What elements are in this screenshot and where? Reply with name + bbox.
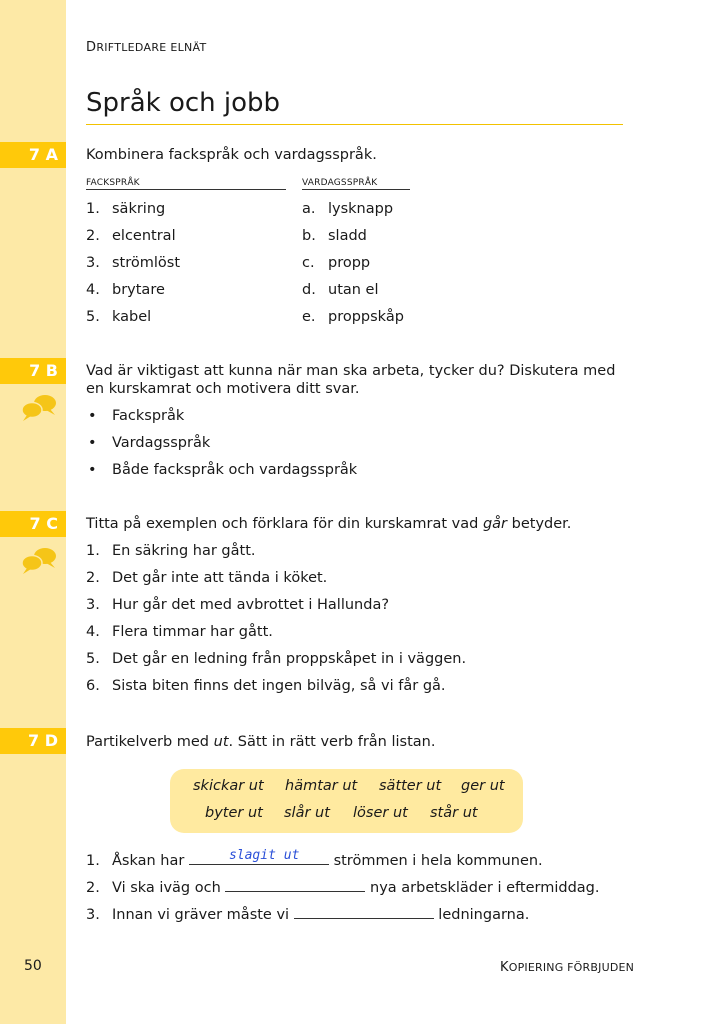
word-bank-item: sätter ut	[379, 778, 442, 794]
word-bank-item: löser ut	[353, 805, 408, 821]
fill-in-item: 3. Innan vi gräver måste vi ledningarna.	[86, 904, 529, 924]
list-item: 3. strömlöst	[86, 255, 181, 271]
list-item: b. sladd	[302, 228, 367, 244]
list-item: c. propp	[302, 255, 371, 271]
word-bank-item: slår ut	[284, 805, 330, 821]
list-item: • Fackspråk	[88, 408, 185, 424]
list-item: a. lysknapp	[302, 201, 394, 217]
word-bank-item: hämtar ut	[285, 778, 358, 794]
fill-in-item: 1. Åskan har slagit ut strömmen i hela kommunen.	[86, 848, 543, 869]
title-underline	[86, 124, 623, 125]
exercise-tag-7c: 7 C	[0, 511, 66, 537]
answer-blank[interactable]	[294, 904, 434, 919]
word-bank-item: ger ut	[461, 778, 505, 794]
page-number: 50	[24, 958, 42, 974]
list-item: 3. Hur går det med avbrottet i Hallunda?	[86, 597, 390, 613]
list-item: 5. kabel	[86, 309, 152, 325]
word-bank-item: byter ut	[205, 805, 263, 821]
answer-blank[interactable]	[189, 850, 329, 865]
word-bank-item: står ut	[430, 805, 478, 821]
list-item: d. utan el	[302, 282, 379, 298]
list-item: 1. säkring	[86, 201, 166, 217]
column-header-fackspråk: FACKSPRÅK	[86, 178, 286, 190]
list-item: 2. Det går inte att tända i köket.	[86, 570, 328, 586]
list-item: 4. Flera timmar har gått.	[86, 624, 273, 640]
word-bank-item: skickar ut	[193, 778, 264, 794]
list-item: 1. En säkring har gått.	[86, 543, 256, 559]
list-item: • Både fackspråk och vardagsspråk	[88, 462, 358, 478]
discussion-icon	[20, 547, 58, 575]
exercise-7c-instruction: Titta på exemplen och förklara för din kurskamrat vad går betyder.	[86, 516, 572, 532]
answer-blank[interactable]	[225, 877, 365, 892]
fill-in-item: 2. Vi ska iväg och nya arbetskläder i eftermiddag.	[86, 877, 599, 897]
list-item: 2. elcentral	[86, 228, 176, 244]
list-item: • Vardagsspråk	[88, 435, 211, 451]
page-footer: KOPIERING FÖRBJUDEN	[500, 960, 635, 975]
handwritten-answer: slagit ut	[228, 848, 300, 863]
list-item: 6. Sista biten finns det ingen bilväg, så vi får gå.	[86, 678, 446, 694]
exercise-7a-instruction: Kombinera fackspråk och vardagsspråk.	[86, 147, 377, 163]
column-header-vardagsspråk: VARDAGSSPRÅK	[302, 178, 410, 190]
exercise-7d-instruction: Partikelverb med ut. Sätt in rätt verb från listan.	[86, 734, 436, 750]
list-item: 4. brytare	[86, 282, 165, 298]
exercise-tag-7b: 7 B	[0, 358, 66, 384]
discussion-icon	[20, 394, 58, 422]
page-title: Språk och jobb	[86, 88, 281, 118]
page-header: DRIFTLEDARE ELNÄT	[86, 40, 207, 55]
list-item: e. proppskåp	[302, 309, 404, 325]
exercise-7b-instruction: Vad är viktigast att kunna när man ska arbeta, tycker du? Diskutera med en kurskamrat och motivera ditt svar.	[86, 363, 616, 397]
exercise-tag-7a: 7 A	[0, 142, 66, 168]
exercise-tag-7d: 7 D	[0, 728, 66, 754]
list-item: 5. Det går en ledning från proppskåpet in i väggen.	[86, 651, 467, 667]
